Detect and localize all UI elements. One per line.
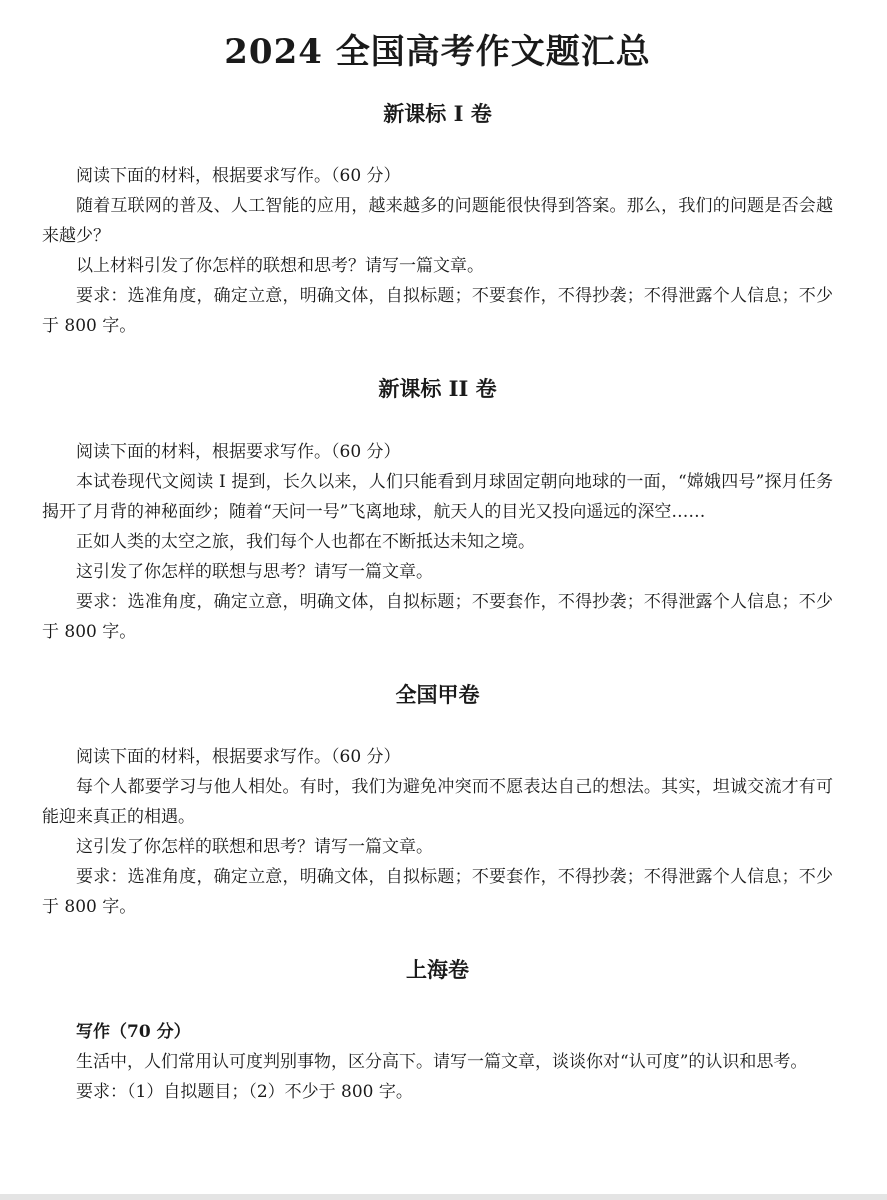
section-heading: 新课标 I 卷 (383, 101, 492, 127)
section-heading: 上海卷 (406, 957, 469, 983)
section-xinkebiao-2 (42, 375, 833, 646)
paragraph: 每个人都要学习与他人相处。有时，我们为避免冲突而不愿表达自己的想法。其实，坦诚交流才有可能迎来真正的相遇。 (42, 777, 833, 828)
paragraph: 这引发了你怎样的联想和思考？请写一篇文章。 (76, 837, 433, 858)
section-heading: 全国甲卷 (395, 681, 480, 707)
paragraph: 生活中，人们常用认可度判别事物，区分高下。请写一篇文章，谈谈你对“认可度”的认识和思考。 (76, 1052, 808, 1073)
paragraph: 阅读下面的材料，根据要求写作。（60 分） (76, 441, 401, 462)
paragraph: 要求：选准角度，确定立意，明确文体，自拟标题；不要套作，不得抄袭；不得泄露个人信息；不少于 800 字。 (42, 286, 833, 337)
paragraph: 要求：选准角度，确定立意，明确文体，自拟标题；不要套作，不得抄袭；不得泄露个人信息；不少于 800 字。 (42, 867, 833, 918)
paragraph: 这引发了你怎样的联想与思考？请写一篇文章。 (76, 561, 433, 582)
paragraph: 本试卷现代文阅读 I 提到，长久以来，人们只能看到月球固定朝向地球的一面，“嫦娥四号”探月任务揭开了月背的神秘面纱；随着“天问一号”飞离地球，航天人的目光又投向遥远的深空…… (42, 471, 833, 522)
paragraph: 以上材料引发了你怎样的联想和思考？请写一篇文章。 (76, 256, 484, 277)
paragraph: 随着互联网的普及、人工智能的应用，越来越多的问题能很快得到答案。那么，我们的问题是否会越来越少？ (42, 196, 833, 247)
section-shanghai (42, 956, 833, 1107)
paragraph: 正如人类的太空之旅，我们每个人也都在不断抵达未知之境。 (76, 531, 535, 552)
paragraph: 写作（70 分） (76, 1022, 191, 1043)
section-xinkebiao-1 (42, 100, 833, 341)
section-quanguo-jia (42, 681, 833, 922)
page-bottom-divider (0, 1194, 887, 1200)
paragraph: 阅读下面的材料，根据要求写作。（60 分） (76, 747, 401, 768)
paragraph: 要求：选准角度，确定立意，明确文体，自拟标题；不要套作，不得抄袭；不得泄露个人信息；不少于 800 字。 (42, 591, 833, 642)
paragraph: 要求：（1）自拟题目；（2）不少于 800 字。 (76, 1082, 413, 1103)
paragraph: 阅读下面的材料，根据要求写作。（60 分） (76, 166, 401, 187)
document-title: 2024 全国高考作文题汇总 (224, 32, 651, 72)
section-heading: 新课标 II 卷 (378, 376, 497, 402)
